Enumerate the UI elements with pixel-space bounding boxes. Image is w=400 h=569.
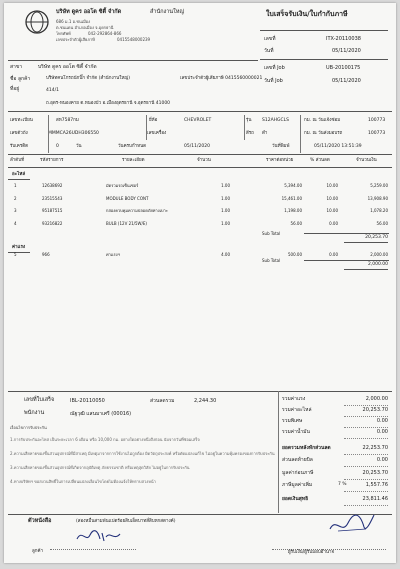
total-discount-value: 2,244.30 — [194, 398, 217, 404]
section-label-labor: ค่าแรง — [12, 245, 26, 250]
doc-date: 05/11/2020 — [332, 48, 361, 54]
parts-row-3-no: 3 — [14, 208, 17, 213]
brand-value: CHEVROLET — [184, 118, 212, 123]
staff-label: พนักงาน — [24, 410, 45, 416]
labor-subtotal-value: 2,000.00 — [367, 262, 388, 267]
total-value-7: 20,253.70 — [362, 470, 388, 476]
credit-unit: วัน — [76, 144, 82, 149]
warranty-note-2: 2.ความเสียหายของชิ้นส่วนอุปกรณ์ที่มีสาเหตุ มีเหตุมาจากการใช้งานไม่ถูกต้อง ผิดวัตถุประสงค์ หรือดัดแปลงแก้ไข ไม่อยู่ในความคุ้มครองของการรับประกัน — [10, 451, 275, 456]
parts-row-4-amount: 56.00 — [376, 220, 388, 226]
total-label-4: รวมค่าน้ำมัน — [282, 429, 310, 435]
parts-row-2-desc: MODULE BODY CONT — [106, 195, 149, 201]
customer-branch: บริษัท ดูคร ออโต ซิตี้ จำกัด — [38, 64, 97, 70]
parts-row-3-desc: กล่องควบคุมความปลอดภัยทางเบาะ — [106, 208, 168, 213]
company-address-1: 686 ม.1 อ.ชนเมือง — [56, 19, 91, 24]
warranty-note-1: 1.การรับประกันอะไหล่ เป็นระยะเวลา 6 เดือน หรือ 10,000 กม. อย่างใดอย่างหนึ่งถึงก่อน นับจากวันที่ซ่อมเสร็จ — [10, 437, 200, 442]
parts-row-1-code: 12638692 — [42, 183, 63, 188]
total-value-4: 0.00 — [376, 429, 388, 435]
parts-row-2-disc: 10.00 — [326, 195, 338, 201]
labor-row-1-code: 966 — [42, 252, 50, 257]
doc-no: ITX-20110038 — [326, 36, 361, 42]
company-taxid-label: เลขประจำตัวผู้เสียภาษี — [56, 37, 95, 42]
due-date-label: วันครบกำหนด — [118, 144, 147, 149]
km-in-value: 100773 — [368, 118, 386, 123]
document-title: ใบเสร็จรับเงิน/ใบกำกับภาษี — [266, 10, 348, 18]
parts-row-4-disc: 0.00 — [329, 220, 338, 226]
company-branch: สำนักงานใหญ่ — [150, 9, 185, 15]
parts-row-1-disc: 10.00 — [326, 183, 338, 188]
company-address-2: ต.ชนแดน อำเภอเมือง จ.อุดรธานี — [56, 25, 114, 30]
customer-address-label: ที่อยู่ — [10, 86, 20, 92]
chassis-label: เลขตัวถัง — [10, 131, 28, 136]
parts-row-4-price: 56.00 — [290, 220, 302, 226]
col-header-price: ราคาต่อหน่วย — [266, 158, 294, 163]
plate-label: เลขทะเบียน — [10, 118, 33, 123]
total-label-1: รวมค่าแรง — [282, 396, 306, 402]
receipt-no-value: IBL-20110050 — [70, 398, 105, 404]
col-header-no: ลำดับที่ — [10, 158, 25, 163]
amount-in-words-label: ตัวหนังสือ — [28, 518, 52, 524]
parts-row-1-no: 1 — [14, 183, 17, 188]
receipt-page — [4, 3, 396, 563]
customer-name: บริษัทคนโกรถนักบิ๊ก จำกัด (สำนักงานใหญ่) — [46, 76, 131, 81]
parts-row-4-desc: BULB (12V 21/5W/E) — [106, 220, 147, 226]
credit-value: 0 — [56, 144, 59, 149]
labor-subtotal-label: Sub Total — [262, 258, 281, 263]
km-in-label: กม. ณ วันแจ้งซ่อม — [304, 118, 341, 123]
col-header-desc: รายละเอียด — [122, 158, 145, 163]
total-label-7: มูลค่าก่อนภาษี — [282, 470, 314, 476]
parts-row-1-desc: มัดรวมรถเซ็นเซอร์ — [106, 183, 139, 188]
total-value-3: 0.00 — [376, 418, 388, 424]
total-value-2: 20,253.70 — [362, 407, 388, 413]
total-discount-label: ส่วนลดรวม — [150, 398, 175, 404]
job-no: UB-20100175 — [326, 65, 361, 71]
col-header-amount: จำนวนเงิน — [356, 158, 377, 163]
total-label-9: ยอดเงินสุทธิ — [282, 496, 309, 502]
total-value-1: 2,000.00 — [365, 396, 388, 402]
total-label-5: ยอดรวมหลังหักส่วนลด — [282, 445, 331, 451]
customer-signature-icon — [74, 525, 124, 547]
customer-address-2: ถ.อุดร-หนองคาย ต.หนองบัว อ.เมืองอุดรธานี จ.อุดรธานี 41000 — [46, 101, 171, 106]
customer-branch-label: สาขา — [10, 64, 23, 70]
parts-row-2-no: 2 — [14, 195, 17, 201]
parts-row-2-price: 15,461.00 — [281, 195, 302, 201]
total-label-2: รวมค่าอะไหล่ — [282, 407, 312, 413]
total-label-3: รวมพิเศษ — [282, 418, 303, 424]
col-header-disc: % ส่วนลด — [310, 158, 330, 163]
engine-label: เลขเครื่อง — [147, 131, 167, 136]
chassis-value: MMMCA26UDH306550 — [48, 131, 99, 136]
labor-row-1-desc: ค่าแรงฯ — [106, 252, 120, 257]
color-value: ดำ — [262, 131, 268, 136]
labor-row-1-disc: 0.00 — [329, 252, 338, 257]
staff-value: ณัฐวุฒิ แสนมาเศรี (00016) — [70, 411, 132, 417]
parts-subtotal-label: Sub Total — [262, 231, 281, 236]
plate-value: สห7587กม — [56, 118, 79, 123]
col-header-code: รหัสรายการ — [40, 158, 64, 163]
doc-date-label: วันที่ — [264, 48, 274, 54]
parts-subtotal-value: 20,253.70 — [365, 235, 388, 240]
parts-row-2-amount: 13,908.90 — [367, 195, 388, 201]
km-out-label: กม. ณ วันส่งมอบรถ — [304, 131, 343, 136]
collector-sign-label: ผู้รับเงิน/ผู้รับมอบอำนาจ — [288, 550, 335, 555]
parts-row-3-disc: 10.00 — [326, 208, 338, 213]
col-header-qty: จำนวน — [197, 158, 211, 163]
model-value: S12AHGCLS — [262, 118, 290, 123]
job-date: 05/11/2020 — [332, 78, 361, 84]
parts-row-2-qty: 1.00 — [221, 195, 230, 201]
labor-row-1-price: 500.00 — [288, 252, 302, 257]
parts-row-4-code: 93216822 — [42, 220, 63, 226]
company-phone: 042-292864-866 — [88, 31, 122, 36]
parts-row-2-code: 23515543 — [42, 195, 63, 201]
company-phone-label: โทรศัพท์ — [56, 31, 71, 36]
warranty-title: เงื่อนไขการรับประกัน — [10, 425, 47, 430]
total-value-8: 1,557.76 — [365, 482, 388, 488]
parts-row-3-code: 95187515 — [42, 208, 63, 213]
total-value-6: 0.00 — [376, 457, 388, 463]
labor-row-1-qty: 4.00 — [221, 252, 230, 257]
labor-row-1-no: 5 — [14, 252, 17, 257]
total-label-6: ส่วนลดท้ายบิล — [282, 457, 313, 463]
warranty-note-3: 3.ความเสียหายของชิ้นส่วนอุปกรณ์ที่เกิดจากอุบัติเหตุ ภัยธรรมชาติ หรือเหตุสุดวิสัย ไม่อยู่ในการรับประกัน — [10, 465, 190, 470]
total-value-9: 23,811.46 — [362, 496, 388, 502]
vat-percent: 7 % — [338, 482, 347, 487]
credit-label: รับเครดิต — [10, 144, 29, 149]
print-date-label: วันที่พิมพ์ — [272, 144, 290, 149]
doc-no-label: เลขที่ — [264, 36, 276, 42]
amount-in-words: (สองหมื่นสามพันแปดร้อยสิบเอ็ดบาทสี่สิบหกสตางค์) — [76, 519, 176, 524]
print-date-value: 05/11/2020 13:51:39 — [314, 144, 362, 149]
parts-row-4-qty: 1.00 — [221, 220, 230, 226]
color-label: สีรถ — [246, 131, 254, 136]
customer-address-1: 414/1 — [46, 88, 59, 93]
customer-sign-label: ลูกค้า — [32, 549, 44, 554]
model-label: รุ่น — [246, 118, 252, 123]
parts-row-1-price: 5,394.00 — [284, 183, 302, 188]
collector-signature-icon — [326, 509, 376, 539]
section-label-parts: อะไหล่ — [12, 172, 26, 177]
due-date-value: 05/11/2020 — [184, 144, 210, 149]
customer-taxid: เลขประจำตัวผู้เสียภาษี 0415560000021 — [180, 76, 263, 81]
customer-name-label: ชื่อ ลูกค้า — [10, 76, 31, 82]
company-logo-icon — [24, 9, 50, 35]
labor-row-1-amount: 2,000.00 — [370, 252, 388, 257]
parts-row-1-qty: 1.00 — [221, 183, 230, 188]
km-out-value: 100773 — [368, 131, 386, 136]
parts-row-3-qty: 1.00 — [221, 208, 230, 213]
warranty-note-4: 4.ทางบริษัทฯ ขอสงวนสิทธิ์ในการเปลี่ยนแปลงเงื่อนไขโดยไม่ต้องแจ้งให้ทราบล่วงหน้า — [10, 479, 156, 484]
job-date-label: วันที่ Job — [264, 78, 283, 84]
total-label-8: ภาษีมูลค่าเพิ่ม — [282, 482, 313, 488]
company-taxid: 0415548000239 — [117, 37, 151, 42]
total-value-5: 22,253.70 — [362, 445, 388, 451]
parts-row-3-amount: 1,078.20 — [370, 208, 388, 213]
brand-label: ยี่ห้อ — [149, 118, 158, 123]
company-name: บริษัท ดูคร ออโต ซิตี้ จำกัด — [56, 9, 122, 15]
parts-row-4-no: 4 — [14, 220, 17, 226]
receipt-no-label: เลขที่ใบเสร็จ — [24, 397, 55, 403]
parts-row-3-price: 1,198.00 — [284, 208, 302, 213]
parts-row-1-amount: 5,259.00 — [370, 183, 388, 188]
job-no-label: เลขที่ Job — [264, 65, 285, 71]
